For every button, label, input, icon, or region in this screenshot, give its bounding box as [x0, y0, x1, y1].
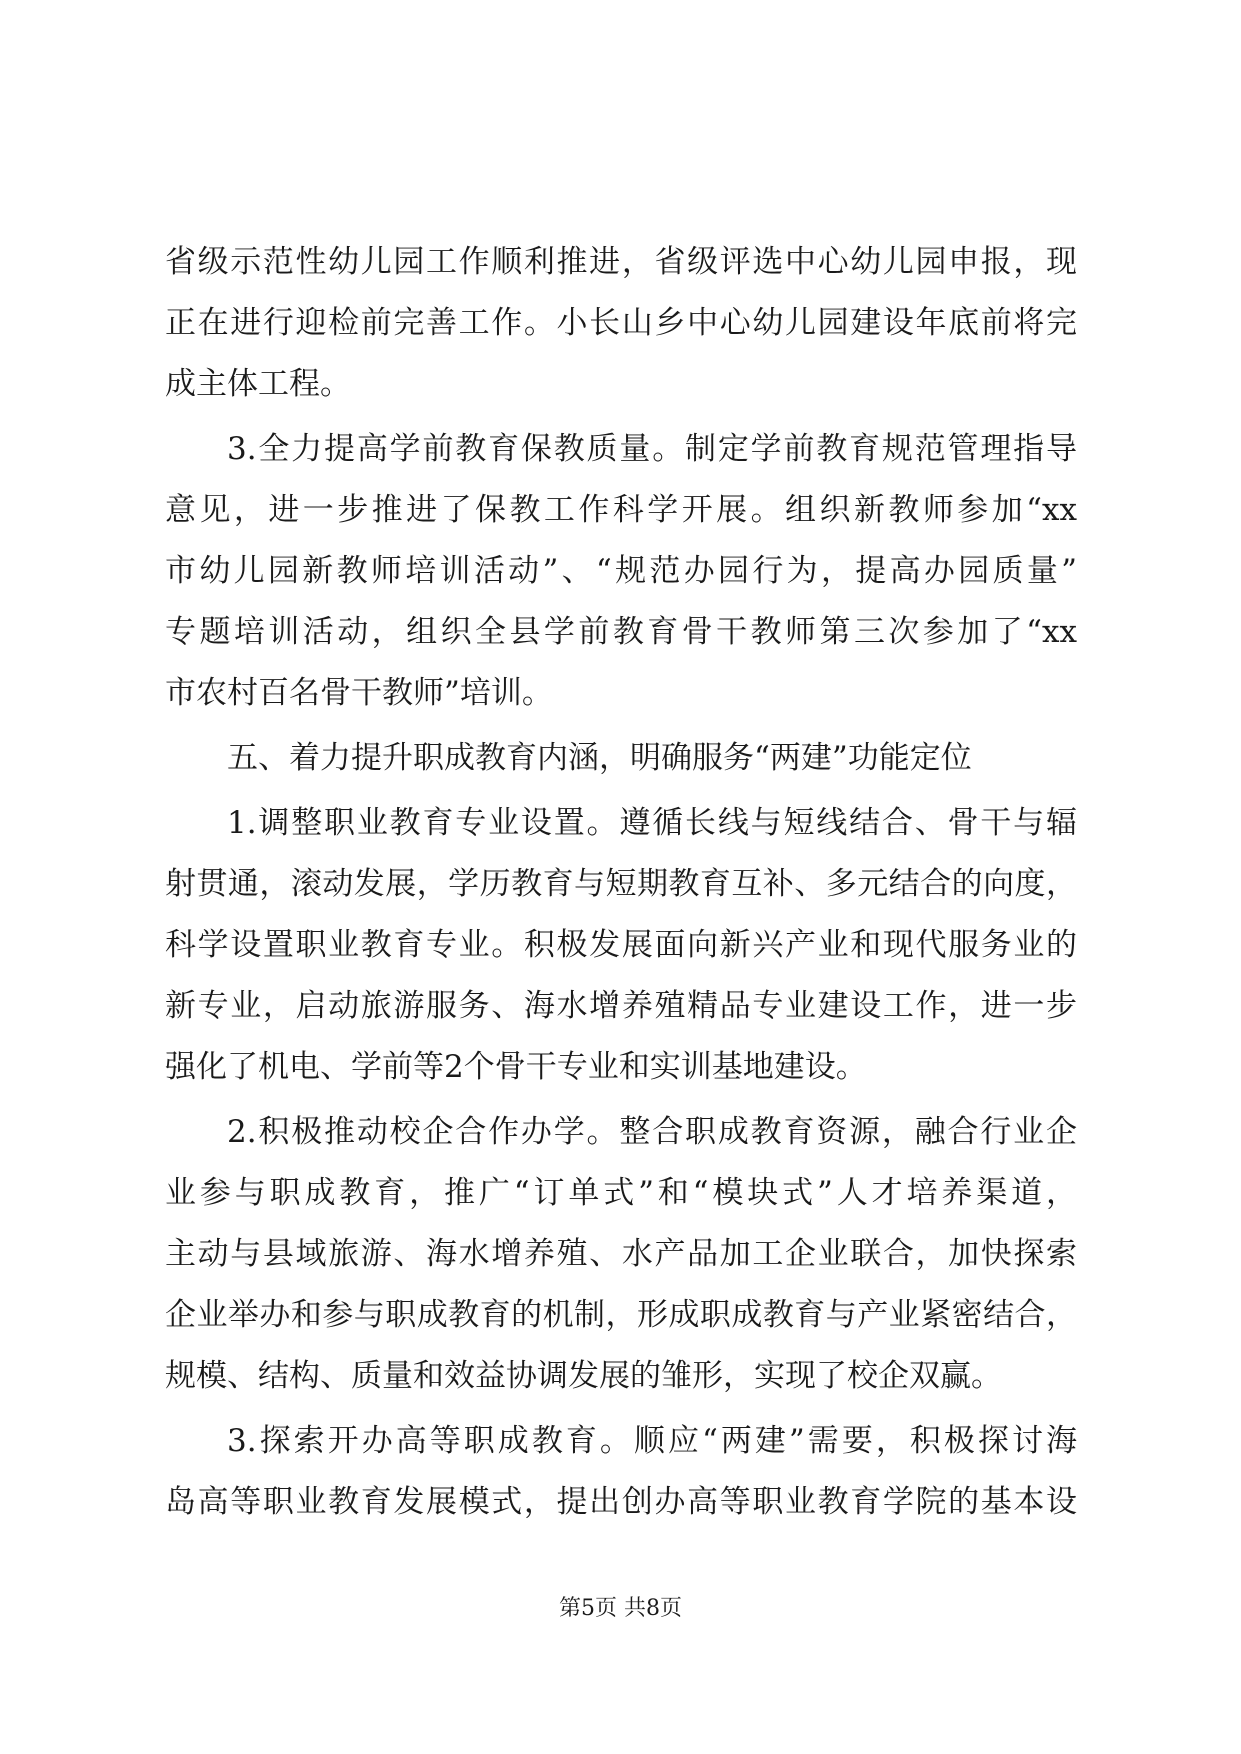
text-line: 省级示范性幼儿园工作顺利推进，省级评选中心幼儿园申报，现	[165, 244, 1077, 280]
page-number-label: 第5页 共8页	[559, 1596, 682, 1621]
text-line: 1.调整职业教育专业设置。遵循长线与短线结合、骨干与辐	[227, 805, 1077, 841]
text-line: 3.全力提高学前教育保教质量。制定学前教育规范管理指导	[227, 431, 1077, 467]
text-line: 强化了机电、学前等2个骨干专业和实训基地建设。	[165, 1049, 867, 1085]
text-line: 射贯通，滚动发展，学历教育与短期教育互补、多元结合的向度，	[165, 866, 1077, 902]
text-line: 岛高等职业教育发展模式，提出创办高等职业教育学院的基本设	[165, 1484, 1077, 1520]
section-heading: 五、着力提升职成教育内涵，明确服务“两建”功能定位	[227, 740, 972, 776]
text-line: 市幼儿园新教师培训活动”、“规范办园行为，提高办园质量”	[165, 553, 1077, 589]
text-line: 科学设置职业教育专业。积极发展面向新兴产业和现代服务业的	[165, 927, 1077, 963]
text-line: 企业举办和参与职成教育的机制，形成职成教育与产业紧密结合，	[165, 1297, 1077, 1333]
text-line: 成主体工程。	[165, 366, 351, 402]
text-line: 市农村百名骨干教师”培训。	[165, 675, 553, 711]
text-line: 2.积极推动校企合作办学。整合职成教育资源，融合行业企	[227, 1114, 1077, 1150]
text-line: 业参与职成教育，推广“订单式”和“模块式”人才培养渠道，	[165, 1175, 1077, 1211]
text-line: 专题培训活动，组织全县学前教育骨干教师第三次参加了“xx	[165, 614, 1077, 650]
document-body	[165, 232, 1077, 1533]
text-line: 正在进行迎检前完善工作。小长山乡中心幼儿园建设年底前将完	[165, 305, 1077, 341]
text-line: 规模、结构、质量和效益协调发展的雏形，实现了校企双赢。	[165, 1358, 1002, 1394]
text-line: 主动与县域旅游、海水增养殖、水产品加工企业联合，加快探索	[165, 1236, 1077, 1272]
text-line: 意见，进一步推进了保教工作科学开展。组织新教师参加“xx	[165, 492, 1077, 528]
page-footer	[0, 1591, 1241, 1622]
text-line: 新专业，启动旅游服务、海水增养殖精品专业建设工作，进一步	[165, 988, 1077, 1024]
text-line: 3.探索开办高等职成教育。顺应“两建”需要，积极探讨海	[227, 1423, 1077, 1459]
